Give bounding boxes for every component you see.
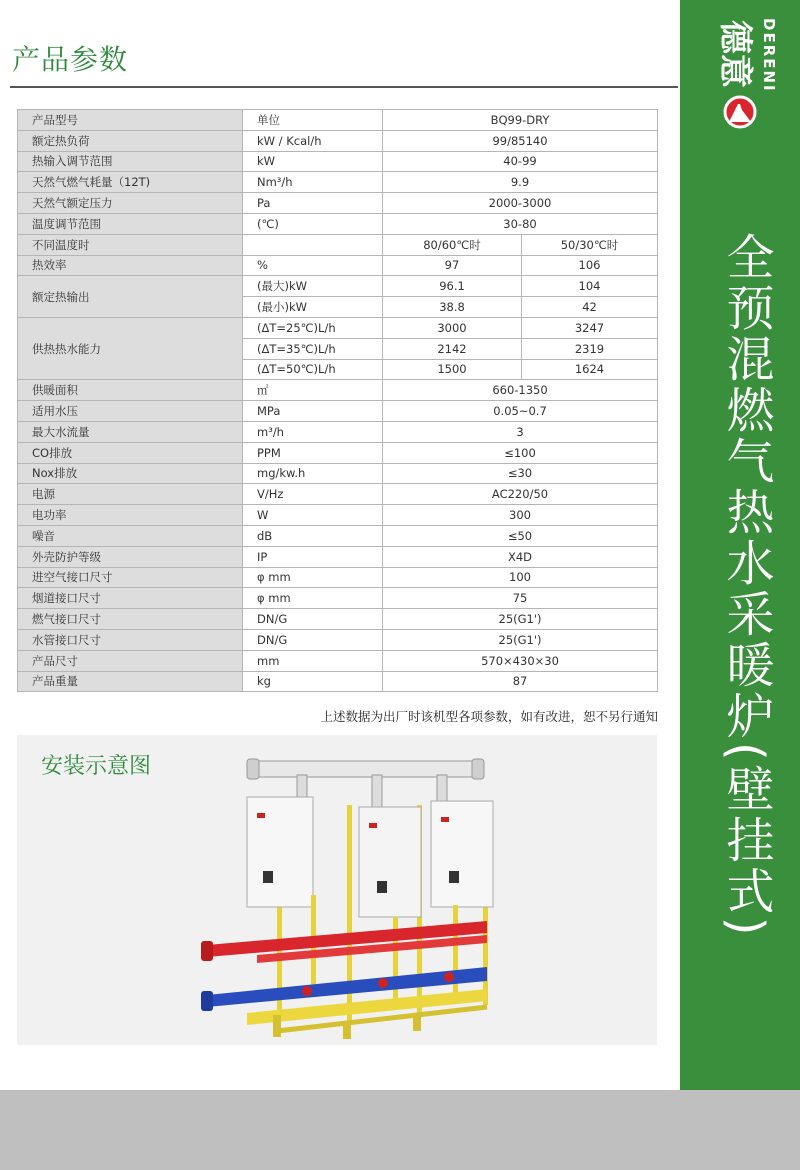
table-cell: 9.9 [383, 172, 658, 193]
table-cell: 2000-3000 [383, 193, 658, 214]
table-cell: 25(G1') [383, 609, 658, 630]
table-cell: (ΔT=35℃)L/h [243, 338, 383, 359]
table-row [18, 671, 658, 692]
table-cell: 外壳防护等级 [18, 546, 243, 567]
table-cell: 2319 [522, 338, 658, 359]
table-cell: 42 [522, 297, 658, 318]
table-cell: 烟道接口尺寸 [18, 588, 243, 609]
table-cell: Nm³/h [243, 172, 383, 193]
table-cell: 570×430×30 [383, 650, 658, 671]
table-cell: 产品尺寸 [18, 650, 243, 671]
table-cell: 0.05~0.7 [383, 401, 658, 422]
table-cell: 3 [383, 421, 658, 442]
table-cell: 额定热输出 [18, 276, 243, 318]
table-row [18, 567, 658, 588]
table-row [18, 525, 658, 546]
table-cell: 50/30℃时 [522, 234, 658, 255]
table-row [18, 255, 658, 276]
table-cell: m³/h [243, 421, 383, 442]
table-cell: 1500 [383, 359, 522, 380]
table-cell: 99/85140 [383, 130, 658, 151]
table-cell: 噪音 [18, 525, 243, 546]
table-cell: IP [243, 546, 383, 567]
table-cell: kg [243, 671, 383, 692]
table-cell: (℃) [243, 213, 383, 234]
table-row [18, 380, 658, 401]
table-cell: X4D [383, 546, 658, 567]
table-cell: CO排放 [18, 442, 243, 463]
table-cell: mg/kw.h [243, 463, 383, 484]
table-cell: 电功率 [18, 505, 243, 526]
table-cell: 300 [383, 505, 658, 526]
table-cell: 96.1 [383, 276, 522, 297]
table-cell: kW / Kcal/h [243, 130, 383, 151]
table-cell: ≤100 [383, 442, 658, 463]
table-cell: 104 [522, 276, 658, 297]
table-cell: Nox排放 [18, 463, 243, 484]
table-row [18, 193, 658, 214]
table-cell: 25(G1') [383, 629, 658, 650]
table-cell: 供暖面积 [18, 380, 243, 401]
table-row [18, 505, 658, 526]
table-cell: 温度调节范围 [18, 213, 243, 234]
table-cell: 天然气燃气耗量（12T) [18, 172, 243, 193]
table-cell: % [243, 255, 383, 276]
table-row [18, 151, 658, 172]
table-cell: 最大水流量 [18, 421, 243, 442]
table-cell: 100 [383, 567, 658, 588]
table-row [18, 172, 658, 193]
table-row [18, 110, 658, 131]
table-cell: dB [243, 525, 383, 546]
table-cell: 660-1350 [383, 380, 658, 401]
table-cell [243, 234, 383, 255]
install-section [17, 735, 657, 1045]
table-cell: 80/60℃时 [383, 234, 522, 255]
table-row [18, 629, 658, 650]
table-row [18, 401, 658, 422]
table-cell: AC220/50 [383, 484, 658, 505]
table-row [18, 130, 658, 151]
table-row [18, 463, 658, 484]
table-cell: 产品重量 [18, 671, 243, 692]
table-cell: mm [243, 650, 383, 671]
table-row [18, 650, 658, 671]
table-cell: MPa [243, 401, 383, 422]
table-cell: 106 [522, 255, 658, 276]
table-cell: 热输入调节范围 [18, 151, 243, 172]
table-cell: (最小)kW [243, 297, 383, 318]
table-row [18, 213, 658, 234]
bottom-band [0, 1090, 800, 1170]
table-cell: kW [243, 151, 383, 172]
table-cell: 87 [383, 671, 658, 692]
spec-table [17, 109, 658, 692]
table-row [18, 421, 658, 442]
table-cell: 97 [383, 255, 522, 276]
table-cell: Pa [243, 193, 383, 214]
boiler-installation-illustration [187, 745, 517, 1041]
table-cell: φ mm [243, 588, 383, 609]
table-cell: (ΔT=50℃)L/h [243, 359, 383, 380]
table-cell: 单位 [243, 110, 383, 131]
table-cell: 适用水压 [18, 401, 243, 422]
title-divider [10, 86, 678, 88]
product-name-vertical: 全预混燃气热水采暖炉(壁挂式) [718, 232, 774, 939]
logo-chinese-text: 德意 [715, 20, 755, 88]
table-cell: BQ99-DRY [383, 110, 658, 131]
table-cell: ≤30 [383, 463, 658, 484]
table-row [18, 588, 658, 609]
table-row [18, 546, 658, 567]
table-row [18, 234, 658, 255]
table-cell: 供热热水能力 [18, 317, 243, 379]
table-row [18, 609, 658, 630]
table-cell: 进空气接口尺寸 [18, 567, 243, 588]
table-cell: 40-99 [383, 151, 658, 172]
table-cell: 3000 [383, 317, 522, 338]
table-row [18, 442, 658, 463]
table-cell: 天然气额定压力 [18, 193, 243, 214]
table-cell: 产品型号 [18, 110, 243, 131]
table-cell: 38.8 [383, 297, 522, 318]
table-cell: W [243, 505, 383, 526]
table-cell: 3247 [522, 317, 658, 338]
table-cell: 电源 [18, 484, 243, 505]
table-cell: PPM [243, 442, 383, 463]
brand-logo-icon [702, 12, 778, 198]
table-cell: V/Hz [243, 484, 383, 505]
table-cell: ㎡ [243, 380, 383, 401]
table-cell: ≤50 [383, 525, 658, 546]
table-cell: 不同温度时 [18, 234, 243, 255]
table-cell: 水管接口尺寸 [18, 629, 243, 650]
install-title: 安装示意图 [41, 754, 152, 779]
table-cell: 1624 [522, 359, 658, 380]
footnote: 上述数据为出厂时该机型各项参数，如有改进，恕不另行通知 [320, 709, 658, 724]
table-cell: 热效率 [18, 255, 243, 276]
table-row [18, 484, 658, 505]
table-cell: 额定热负荷 [18, 130, 243, 151]
page-title: 产品参数 [12, 43, 129, 76]
table-cell: 2142 [383, 338, 522, 359]
table-cell: φ mm [243, 567, 383, 588]
table-cell: DN/G [243, 629, 383, 650]
table-row [18, 317, 658, 338]
logo-latin-text: DERENI [760, 18, 778, 93]
table-cell: (ΔT=25℃)L/h [243, 317, 383, 338]
table-cell: DN/G [243, 609, 383, 630]
table-row [18, 276, 658, 297]
table-cell: 燃气接口尺寸 [18, 609, 243, 630]
table-cell: (最大)kW [243, 276, 383, 297]
table-cell: 30-80 [383, 213, 658, 234]
table-cell: 75 [383, 588, 658, 609]
